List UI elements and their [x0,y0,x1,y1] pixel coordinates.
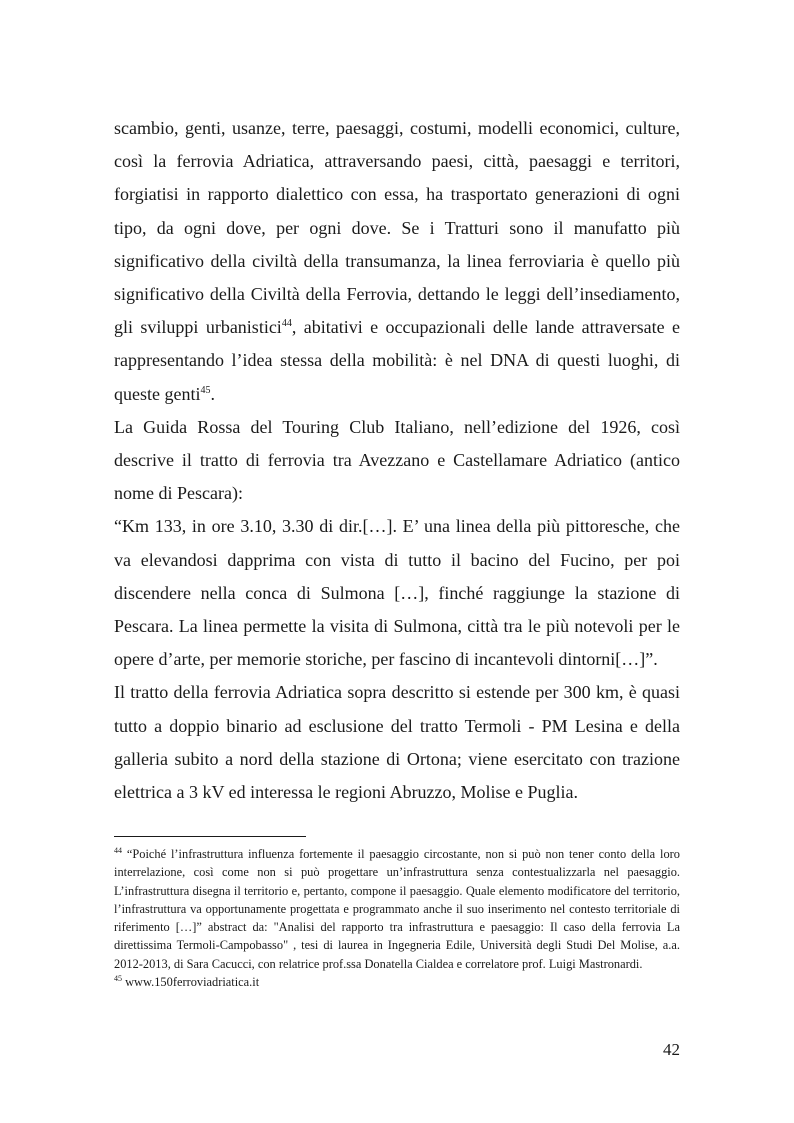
paragraph-text: Il tratto della ferrovia Adriatica sopra descritto si estende per 300 km, è quasi tutto a doppio binario ad esclusione del tratto Termoli - PM Lesina e della galleria subito a nord della stazione di Ortona; viene esercitato con trazione elettrica a 3 kV ed interessa le regioni Abruzzo, Molise e Puglia. [114,682,680,803]
paragraph-4 [114,676,680,809]
footnote-link[interactable]: www.150ferroviadriatica.it [122,975,260,990]
paragraph-text: La Guida Rossa del Touring Club Italiano, nell’edizione del 1926, così descrive il tratto di ferrovia tra Avezzano e Castellamare Adriatico (antico nome di Pescara): [114,416,680,504]
footnote-text: “Poiché l’infrastruttura influenza fortemente il paesaggio circostante, non si può non tener conto della loro interrelazione, così come non si può progettare un’infrastruttura senza contestualizzarla nel paesaggio. L’infrastruttura disegna il territorio e, pertanto, compone il paesaggio. Quale elemento modificatore del territorio, l’infrastruttura va opportunamente progettata e programmato anche il suo inserimento nel contesto territoriale di riferimento […]” abstract da: "Analisi del rapporto tra infrastruttura e paesaggio: Il caso della ferrovia La direttissima Termoli-Campobasso" , tesi di laurea in Ingegneria Edile, Università degli Studi Del Molise, a.a. 2012-2013, di Sara Cacucci, con relatrice prof.ssa Donatella Cialdea e correlatore prof. Luigi Mastronardi. [114,847,680,971]
page-number: 42 [663,1040,680,1059]
paragraph-text: . [210,383,215,404]
paragraph-1 [114,112,680,411]
footnote-number: 45 [114,973,122,983]
paragraph-text: scambio, genti, usanze, terre, paesaggi, costumi, modelli economici, culture, così la ferrovia Adriatica, attraversando paesi, città, paesaggi e territori, forgiatisi in rapporto dialettico con essa, ha trasportato generazioni di ogni tipo, da ogni dove, per ogni dove. Se i Tratturi sono il manufatto più significativo della civiltà della transumanza, la linea ferroviaria è quello più significativo della Civiltà della Ferrovia, dettando le leggi dell’insediamento, gli sviluppi urbanistici [114,118,680,338]
paragraph-3-quote [114,510,680,676]
paragraph-text: , abitativi e occupazionali delle lande attraversate e rappresentando l’idea stessa della mobilità: è nel DNA di questi luoghi, di queste genti [114,317,680,404]
footnote-44 [114,845,680,973]
paragraph-text: “Km 133, in ore 3.10, 3.30 di dir.[…]. E’ una linea della più pittoresche, che va elevandosi dapprima con vista di tutto il bacino del Fucino, per poi discendere nella conca di Sulmona […], finché raggiunge la stazione di Pescara. La linea permette la visita di Sulmona, città tra le più notevoli per le opere d’arte, per memorie storiche, per fascino di incantevoli dintorni[…]”. [114,516,680,670]
body-text [114,112,680,809]
footnote-ref-44[interactable]: 44 [281,318,292,330]
footnotes [114,845,680,991]
footnote-separator [114,836,306,837]
footnote-ref-45[interactable]: 45 [200,384,211,396]
paragraph-2 [114,411,680,511]
footnote-45 [114,973,680,991]
footnote-number: 44 [114,845,122,855]
